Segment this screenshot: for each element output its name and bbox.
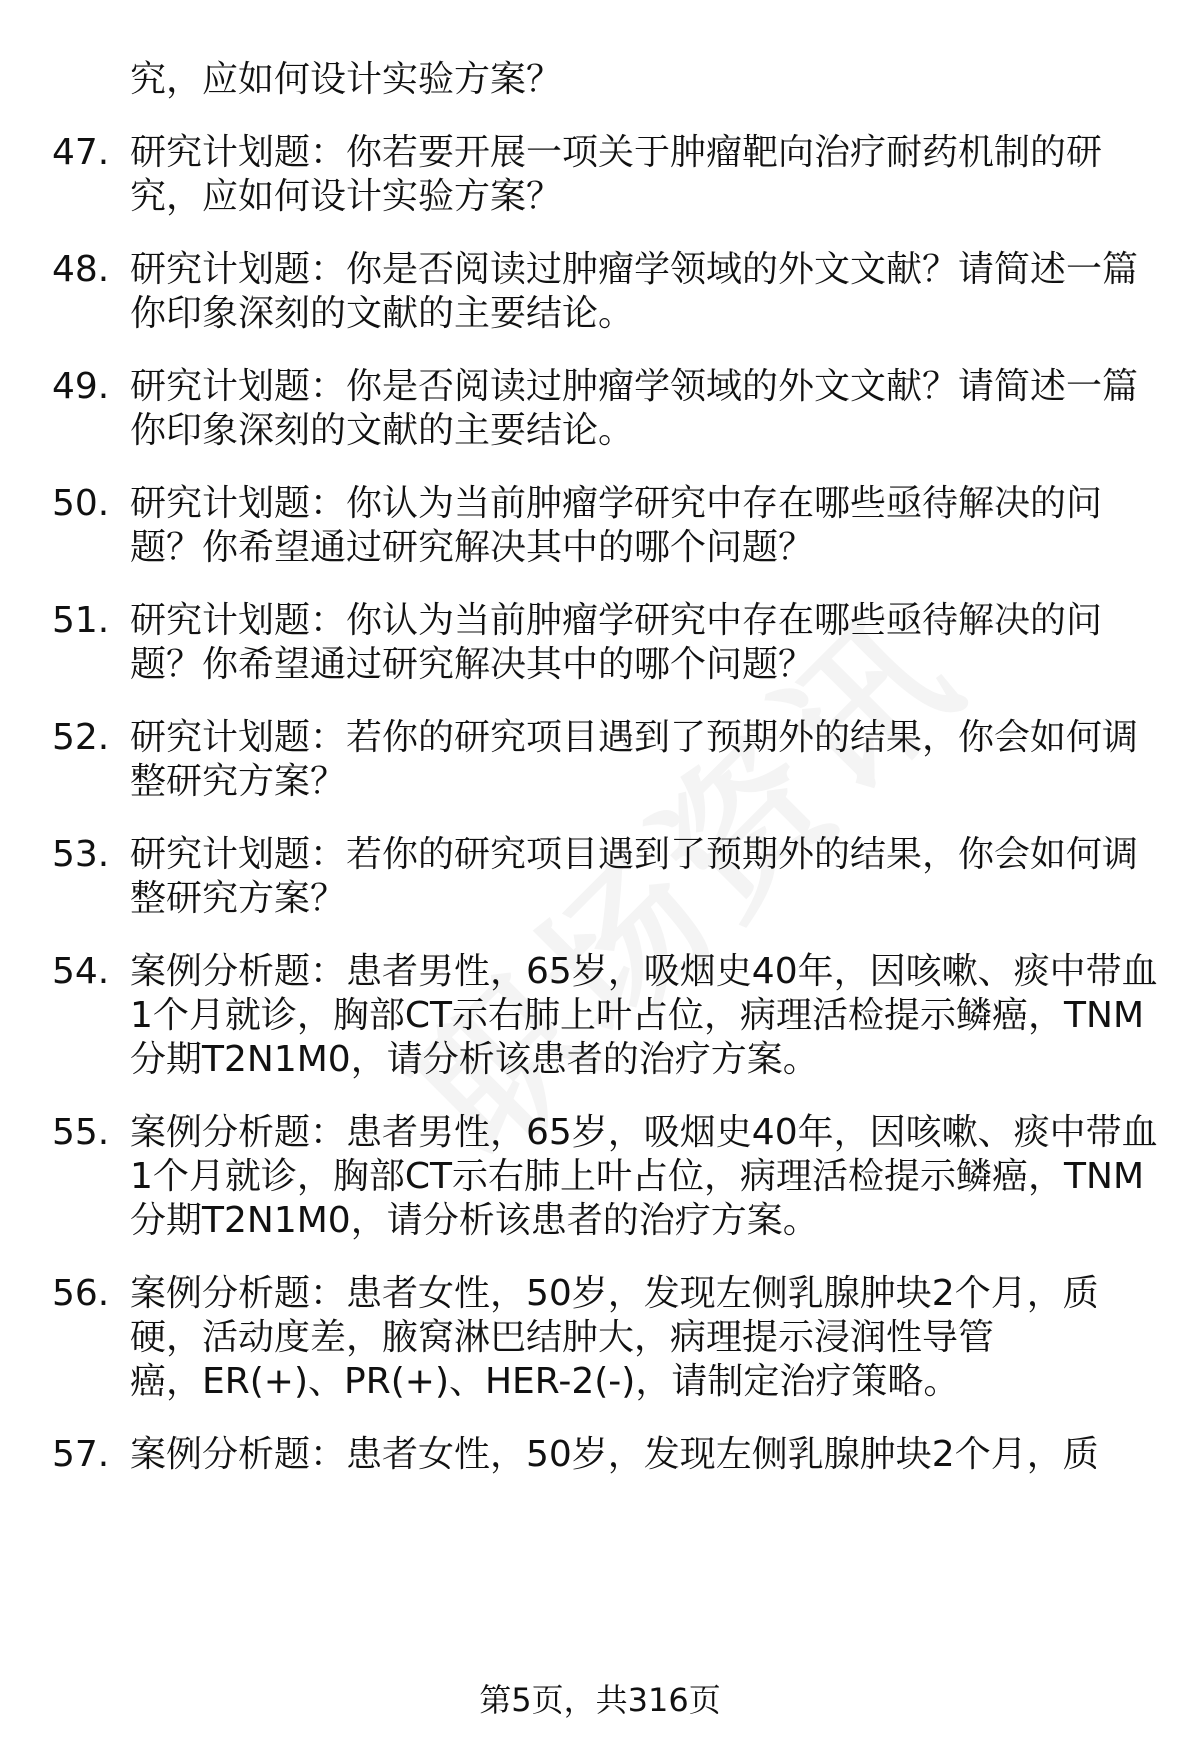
item-number: 56. [52, 1273, 110, 1314]
item-text: 分期T2N1M0，请分析该患者的治疗方案。 [130, 1039, 819, 1080]
item-number: 53. [52, 834, 110, 875]
page-footer: 第5页，共316页 [479, 1681, 721, 1719]
item-text: 究，应如何设计实验方案？ [130, 176, 563, 217]
item-number: 47. [52, 132, 110, 173]
item-text: 研究计划题：你认为当前肿瘤学研究中存在哪些亟待解决的问 [130, 600, 1103, 641]
item-text: 题？你希望通过研究解决其中的哪个问题？ [130, 644, 815, 685]
item-text: 研究计划题：你是否阅读过肿瘤学领域的外文文献？请简述一篇 [130, 366, 1139, 407]
item-number: 50. [52, 483, 110, 524]
item-text: 整研究方案？ [130, 761, 347, 802]
item-text: 究，应如何设计实验方案？ [130, 59, 563, 100]
item-text: 你印象深刻的文献的主要结论。 [130, 410, 635, 451]
item-text: 整研究方案？ [130, 878, 347, 919]
item-text: 1个月就诊，胸部CT示右肺上叶占位，病理活检提示鳞癌，TNM [130, 1156, 1145, 1197]
item-number: 55. [52, 1112, 110, 1153]
item-number: 52. [52, 717, 110, 758]
item-text: 研究计划题：若你的研究项目遇到了预期外的结果，你会如何调 [130, 834, 1139, 875]
item-text: 研究计划题：你认为当前肿瘤学研究中存在哪些亟待解决的问 [130, 483, 1103, 524]
item-text: 你印象深刻的文献的主要结论。 [130, 293, 635, 334]
item-text: 硬，活动度差，腋窝淋巴结肿大，病理提示浸润性导管 [130, 1317, 995, 1358]
item-text: 研究计划题：若你的研究项目遇到了预期外的结果，你会如何调 [130, 717, 1139, 758]
item-number: 57. [52, 1434, 110, 1475]
item-text: 案例分析题：患者女性，50岁，发现左侧乳腺肿块2个月，质 [130, 1434, 1099, 1475]
item-number: 48. [52, 249, 110, 290]
item-text: 研究计划题：你若要开展一项关于肿瘤靶向治疗耐药机制的研 [130, 132, 1103, 173]
item-text: 1个月就诊，胸部CT示右肺上叶占位，病理活检提示鳞癌，TNM [130, 995, 1145, 1036]
item-text: 题？你希望通过研究解决其中的哪个问题？ [130, 527, 815, 568]
item-text: 分期T2N1M0，请分析该患者的治疗方案。 [130, 1200, 819, 1241]
item-text: 案例分析题：患者男性，65岁，吸烟史40年，因咳嗽、痰中带血 [130, 951, 1158, 992]
item-number: 49. [52, 366, 110, 407]
item-text: 研究计划题：你是否阅读过肿瘤学领域的外文文献？请简述一篇 [130, 249, 1139, 290]
item-text: 案例分析题：患者女性，50岁，发现左侧乳腺肿块2个月，质 [130, 1273, 1099, 1314]
item-number: 51. [52, 600, 110, 641]
item-text: 癌，ER(+)、PR(+)、HER-2(-)，请制定治疗策略。 [130, 1361, 960, 1402]
item-number: 54. [52, 951, 110, 992]
item-text: 案例分析题：患者男性，65岁，吸烟史40年，因咳嗽、痰中带血 [130, 1112, 1158, 1153]
